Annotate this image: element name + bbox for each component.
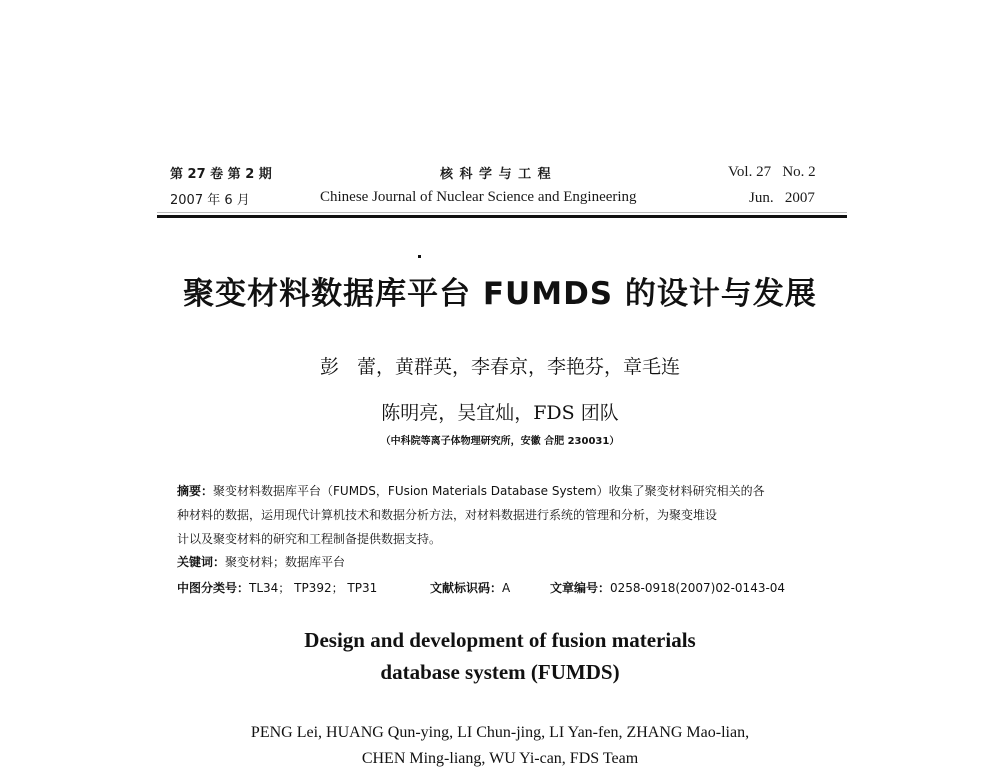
abstract-line1: 摘要：聚变材料数据库平台（FUMDS，FUsion Materials Database System）收集了聚变材料研究相关的各 [177,484,765,498]
keywords [177,553,345,570]
clc-number: 中图分类号：TL34； TP392； TP31 [177,581,378,595]
document-code: 文献标识码：A [430,581,511,595]
header-rule-thin [157,212,847,213]
abstract-label: 摘要： [177,484,214,498]
volume-issue-cn: 第 27 卷 第 2 期 [170,167,272,182]
journal-name-cn: 核 科 学 与 工 程 [440,167,552,182]
keywords-label: 关键词： [177,555,226,569]
authors-en-line2: CHEN Ming-liang, WU Yi-can, FDS Team [361,750,639,767]
speck-mark [418,255,421,258]
paper-title-en-line2: database system (FUMDS) [380,660,620,684]
keywords-value: 聚变材料；数据库平台 [225,555,346,569]
paper-title-cn: 聚变材料数据库平台 FUMDS 的设计与发展 [183,276,817,312]
abstract-line2: 种材料的数据，运用现代计算机技术和数据分析方法，对材料数据进行系统的管理和分析，为聚变堆设 [177,508,718,522]
header-rule [157,215,847,218]
journal-name-en: Chinese Journal of Nuclear Science and Engineering [320,189,637,205]
article-number: 文章编号：0258-0918(2007)02-0143-04 [550,581,786,595]
date-en: Jun. 2007 [749,190,815,206]
abstract-line3: 计以及聚变材料的研究和工程制备提供数据支持。 [177,532,442,546]
date-cn: 2007 年 6 月 [170,193,250,208]
authors-cn-line1: 彭 蕾，黄群英，李春京，李艳芬，章毛连 [319,356,681,378]
authors-cn-line2: 陈明亮，吴宜灿，FDS 团队 [381,402,619,424]
affiliation-cn: （中科院等离子体物理研究所，安徽 合肥 230031） [380,436,620,447]
volume-issue-en: Vol. 27 No. 2 [728,164,816,180]
authors-en-line1: PENG Lei, HUANG Qun-ying, LI Chun-jing, LI Yan-fen, ZHANG Mao-lian, [250,724,750,741]
paper-title-en-line1: Design and development of fusion materials [304,628,696,652]
